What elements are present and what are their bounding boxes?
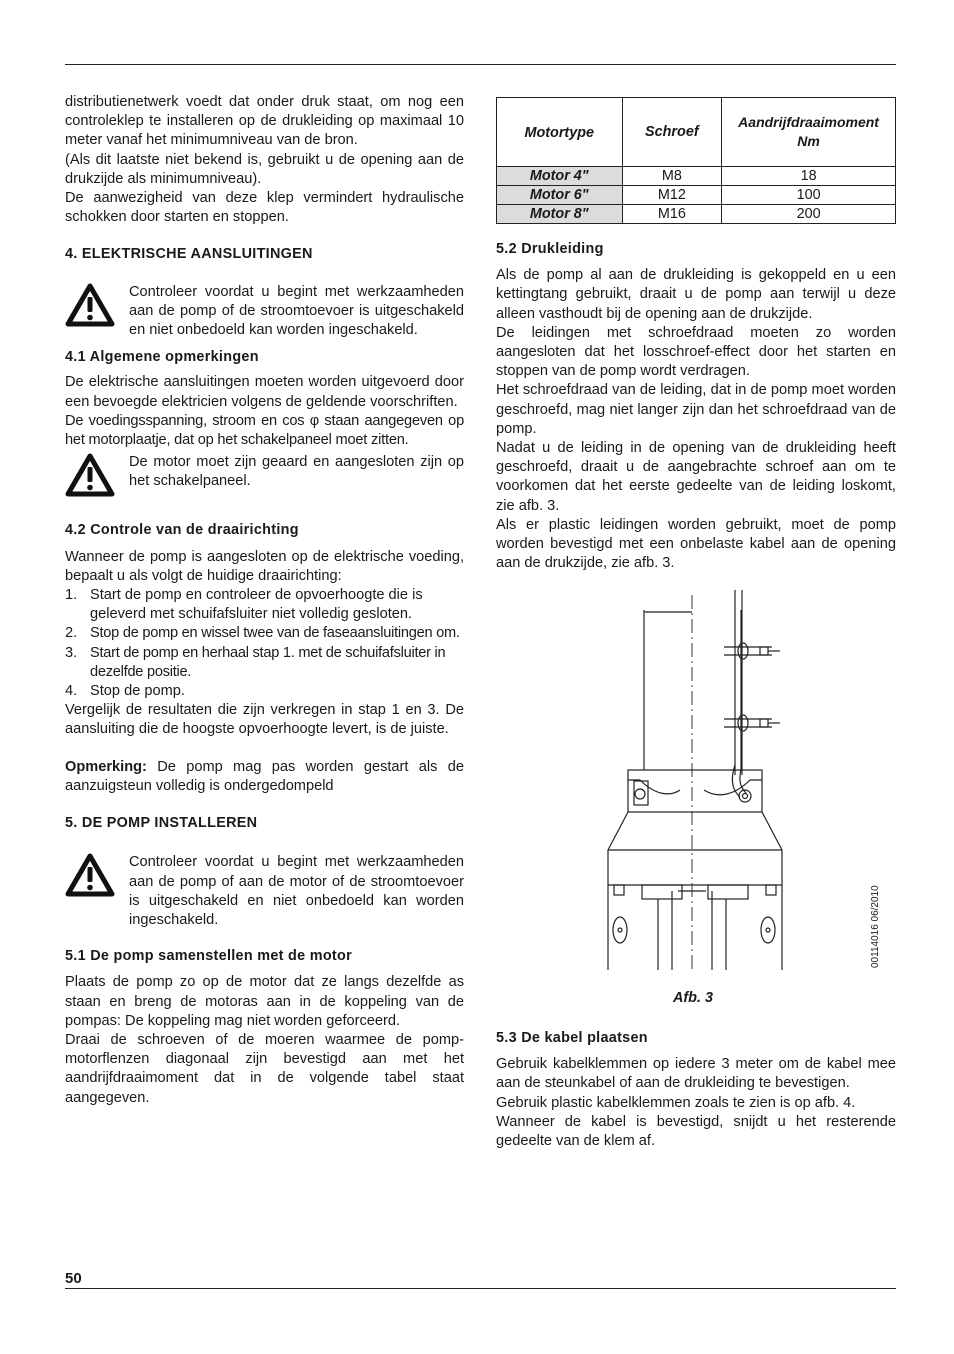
s52-paragraph-5: Als er plastic leidingen worden gebruikt, moet de pomp worden bevestigd met een onbelaste kabel aan de opening aan de drukzijde, zie afb. 3. bbox=[496, 516, 896, 572]
table-row bbox=[497, 167, 896, 186]
s41-paragraph-2: De voedingsspanning, stroom en cos φ staan aangegeven op het motorplaatje, dat op het schakelpaneel moet zitten. bbox=[65, 412, 464, 449]
list-item: 3. Start de pomp en herhaal stap 1. met de schuifafsluiter in dezelfde positie. bbox=[65, 644, 446, 680]
s52-paragraph-4: Nadat u de leiding in de opening van de drukleiding heeft geschroefd, draait u de aangebrachte schroef aan om te voorkomen dat het eerste gedeelte van de leiding loskomt, zie afb. 3. bbox=[496, 440, 896, 514]
table-cell: 18 bbox=[722, 167, 896, 186]
warning-triangle-icon bbox=[65, 853, 129, 903]
warning-block-3 bbox=[65, 853, 464, 930]
bottom-rule bbox=[65, 1288, 896, 1289]
s42-intro: Wanneer de pomp is aangesloten op de elektrische voeding, bepaalt u als volgt de huidige draairichting: bbox=[65, 548, 464, 584]
s52-paragraph-3: Het schroefdraad van de leiding, dat in de pomp moet worden geschroefd, mag niet langer zijn dan het schroefdraad van de pomp. bbox=[496, 382, 896, 437]
s42-outro: Vergelijk de resultaten die zijn verkregen in stap 1 en 3. De aansluiting die de hoogste opvoerhoogte levert, is de juiste. bbox=[65, 702, 464, 738]
s41-paragraph-1: De elektrische aansluitingen moeten worden uitgevoerd door een bevoegde elektricien volgens de geldende voorschriften. bbox=[65, 374, 464, 410]
table-header-row bbox=[497, 98, 896, 167]
top-rule bbox=[65, 64, 896, 65]
table-header: Schroef bbox=[622, 98, 722, 167]
table-cell: 100 bbox=[722, 186, 896, 205]
intro-paragraph-2: (Als dit laatste niet bekend is, gebruikt u de opening aan de drukzijde als minimumniveau). bbox=[65, 151, 464, 187]
warning-block-1 bbox=[65, 283, 464, 341]
table-header: Motortype bbox=[497, 98, 623, 167]
warning-triangle-icon bbox=[65, 453, 129, 503]
s52-paragraph-2: De leidingen met schroefdraad moeten zo worden aangesloten dat het losschroef-effect door het starten en stoppen van de pomp wordt verdragen. bbox=[496, 324, 896, 380]
table-cell: Motor 4" bbox=[497, 167, 623, 186]
s53-paragraph-3: Wanneer de kabel is bevestigd, snijdt u het resterende gedeelte van de klem af. bbox=[496, 1113, 896, 1150]
list-item: 2. Stop de pomp en wissel twee van de faseaansluitingen om. bbox=[65, 625, 460, 642]
warning-block-2 bbox=[65, 453, 464, 503]
s52-paragraph-1: Als de pomp al aan de drukleiding is gekoppeld en u een kettingtang gebruikt, draait u de pomp aan terwijl u deze alleen vasthoudt bij de opening aan de drukzijde. bbox=[496, 267, 896, 322]
torque-table bbox=[496, 97, 896, 224]
table-row bbox=[497, 205, 896, 224]
intro-paragraph-1: distributienetwerk voedt dat onder druk staat, om nog een controleklep te installeren op de drukleiding op maximaal 10 meter vanaf het minimumniveau van de bron. bbox=[65, 94, 464, 149]
section-4-2-heading: 4.2 Controle van de draairichting bbox=[65, 522, 299, 539]
section-5-1-heading: 5.1 De pomp samenstellen met de motor bbox=[65, 948, 352, 965]
table-cell: Motor 6" bbox=[497, 186, 623, 205]
s51-paragraph-1: Plaats de pomp zo op de motor dat ze langs dezelfde as staan en breng de motoras aan in de koppeling van de pompas: De koppeling mag niet worden geforceerd. bbox=[65, 974, 464, 1029]
s53-paragraph-2: Gebruik plastic kabelklemmen zoals te zien is op afb. 4. bbox=[496, 1094, 856, 1111]
intro-paragraph-3: De aanwezigheid van deze klep vermindert hydraulische schokken door starten en stoppen. bbox=[65, 190, 464, 226]
warning-text-3: Controleer voordat u begint met werkzaamheden aan de pomp of aan de motor of de stroomtoevoer is uitgeschakeld en niet onbedoeld kan worden ingeschakeld. bbox=[129, 854, 464, 928]
left-column bbox=[65, 93, 464, 1108]
section-5-3-heading: 5.3 De kabel plaatsen bbox=[496, 1030, 648, 1046]
right-column-lower bbox=[496, 1029, 896, 1151]
note-text: De pomp mag pas worden gestart als de aanzuigsteun volledig is ondergedompeld bbox=[65, 758, 464, 794]
table-cell: M16 bbox=[622, 205, 722, 224]
list-item: 1. Start de pomp en controleer de opvoerhoogte die is geleverd met schuifafsluiter niet volledig gesloten. bbox=[65, 587, 423, 623]
table-header: Aandrijfdraaimoment Nm bbox=[722, 98, 896, 167]
table-row bbox=[497, 186, 896, 205]
s42-steps-list bbox=[65, 586, 464, 701]
note-label: Opmerking: bbox=[65, 758, 147, 775]
table-cell: 200 bbox=[722, 205, 896, 224]
figure-code: 00114016 06/2010 bbox=[870, 885, 881, 968]
section-4-1-heading: 4.1 Algemene opmerkingen bbox=[65, 349, 259, 366]
warning-triangle-icon bbox=[65, 283, 129, 333]
figure-caption: Afb. 3 bbox=[673, 990, 713, 1006]
torque-table-wrap bbox=[496, 97, 896, 224]
section-5-heading: 5. DE POMP INSTALLEREN bbox=[65, 815, 258, 832]
pump-pipe-figure bbox=[600, 585, 790, 975]
page-number: 50 bbox=[65, 1270, 82, 1287]
table-cell: M8 bbox=[622, 167, 722, 186]
section-5-2-heading: 5.2 Drukleiding bbox=[496, 241, 604, 257]
s51-paragraph-2: Draai de schroeven of de moeren waarmee de pomp-motorflenzen diagonaal zijn bevestigd aan met het aandrijfdraaimoment dat in de volgende tabel staat aangegeven. bbox=[65, 1031, 464, 1106]
table-cell: M12 bbox=[622, 186, 722, 205]
note-paragraph bbox=[65, 758, 464, 796]
warning-text-1: Controleer voordat u begint met werkzaamheden aan de pomp of de stroomtoevoer is uitgeschakeld en niet onbedoeld kan worden ingeschakeld. bbox=[129, 283, 464, 339]
warning-text-2: De motor moet zijn geaard en aangesloten zijn op het schakelpaneel. bbox=[129, 454, 464, 490]
section-4-heading: 4. ELEKTRISCHE AANSLUITINGEN bbox=[65, 246, 313, 263]
table-cell: Motor 8" bbox=[497, 205, 623, 224]
s53-paragraph-1: Gebruik kabelklemmen op iedere 3 meter om de kabel mee aan de steunkabel of aan de drukleiding te bevestigen. bbox=[496, 1056, 896, 1092]
right-column-upper bbox=[496, 240, 896, 573]
list-item: 4. Stop de pomp. bbox=[65, 683, 185, 700]
